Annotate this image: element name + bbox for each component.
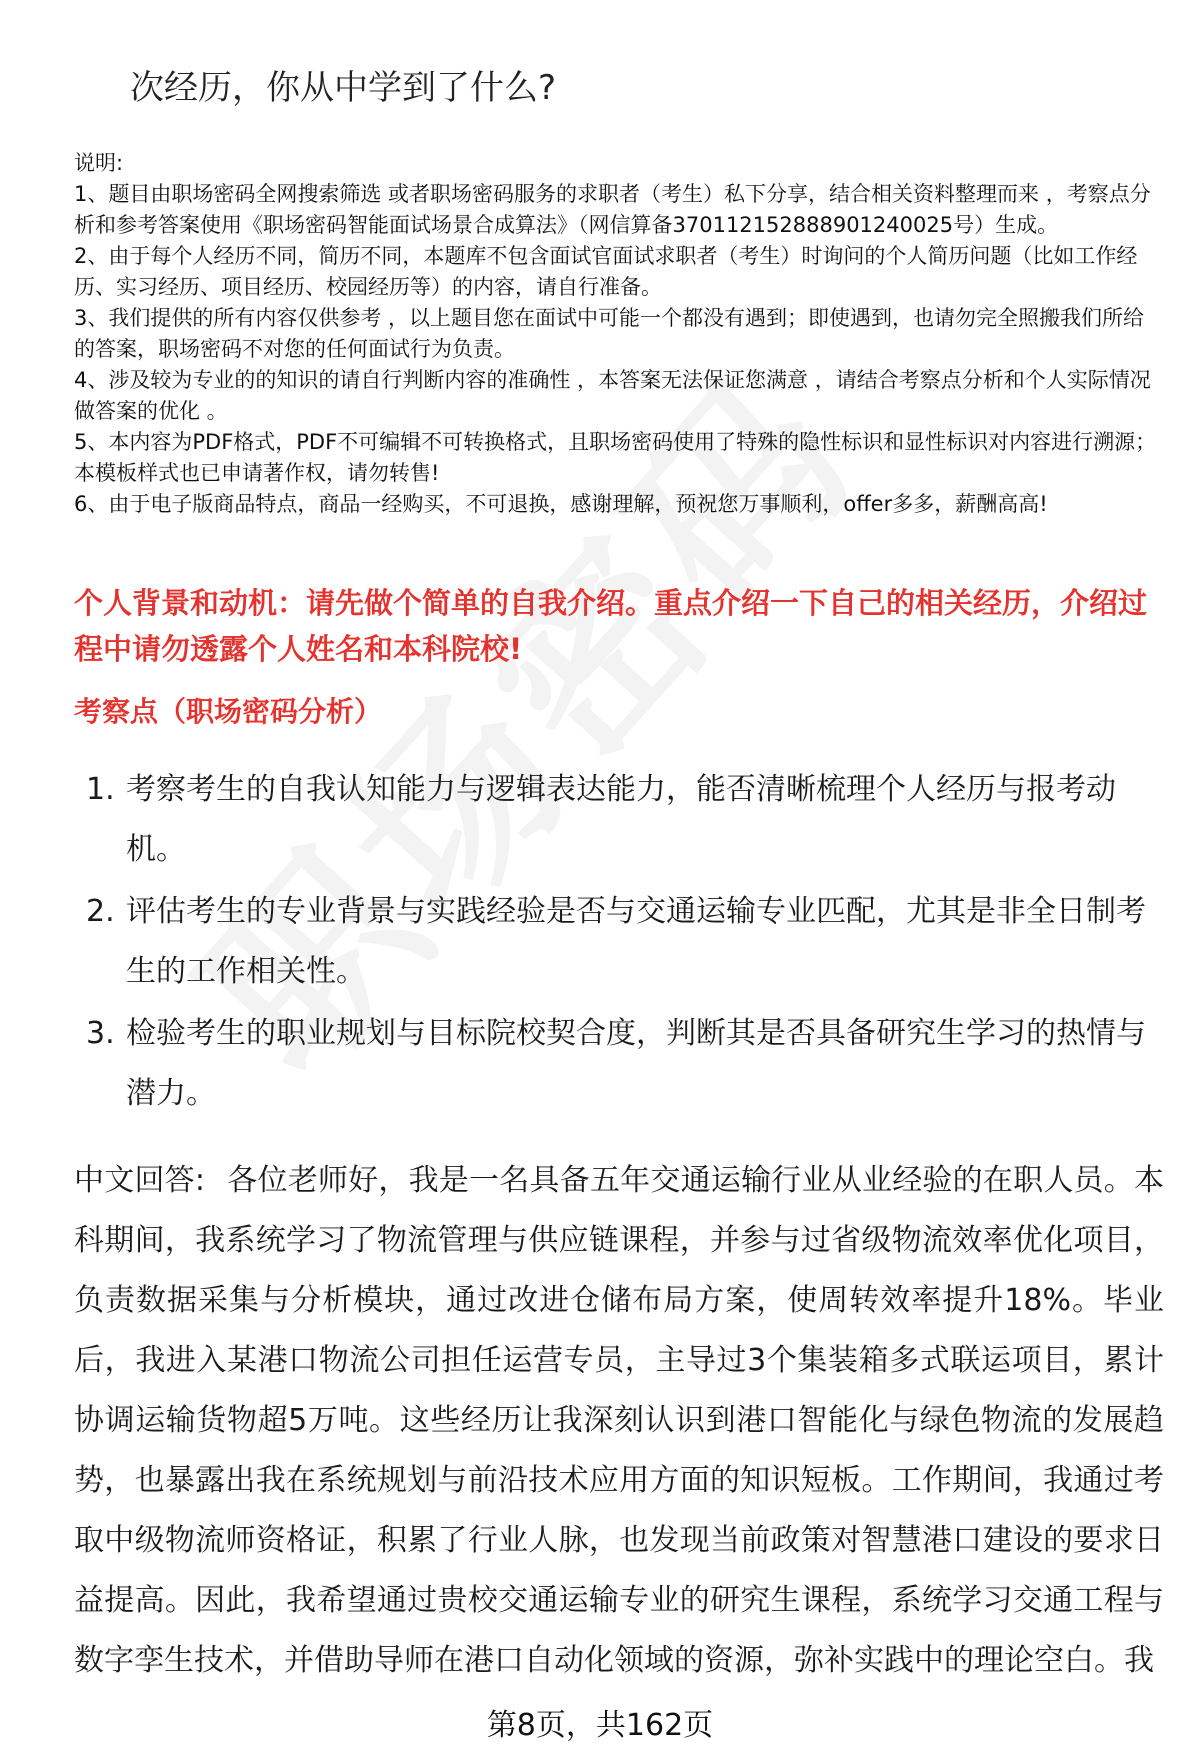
notes-item: 5、本内容为PDF格式，PDF不可编辑不可转换格式，且职场密码使用了特殊的隐性标识和显性标识对内容进行溯源；本模板样式也已申请著作权，请勿转售! bbox=[74, 430, 1157, 485]
answer-text: 各位老师好，我是一名具备五年交通运输行业从业经验的在职人员。本科期间，我系统学习了物流管理与供应链课程，并参与过省级物流效率优化项目，负责数据采集与分析模块，通过改进仓储布局方案，使周转效率提升18%。毕业后，我进入某港口物流公司担任运营专员，主导过3个集装箱多式联运项目，累计协调运输货物超5万吨。这些经历让我深刻认识到港口智能化与绿色物流的发展趋势，也暴露出我在系统规划与前沿技术应用方面的知识短板。工作期间，我通过考取中级物流师资格证，积累了行业人脉，也发现当前政策对智慧港口建设的要求日益提高。因此，我希望通过贵校交通运输专业的研究生课程，系统学习交通工程与数字孪生技术，并借助导师在港口自动化领域的资源，弥补实践中的理论空白。我 bbox=[74, 1163, 1165, 1678]
point-number: 1. bbox=[86, 772, 115, 807]
notes-section bbox=[74, 148, 1164, 520]
notes-item: 4、涉及较为专业的的知识的请自行判断内容的准确性 ，本答案无法保证您满意 ，请结合考察点分析和个人实际情况做答案的优化 。 bbox=[74, 368, 1151, 423]
notes-item: 1、题目由职场密码全网搜索筛选 或者职场密码服务的求职者（考生）私下分享，结合相关资料整理而来 ，考察点分析和参考答案使用《职场密码智能面试场景合成算法》（网信算备370112152888901240025号）生成。 bbox=[74, 182, 1151, 237]
point-text: 检验考生的职业规划与目标院校契合度，判断其是否具备研究生学习的热情与潜力。 bbox=[126, 1016, 1146, 1111]
notes-label: 说明: bbox=[74, 151, 124, 175]
notes-item: 6、由于电子版商品特点，商品一经购买，不可退换，感谢理解，预祝您万事顺利，offer多多，薪酬高高! bbox=[74, 492, 1048, 516]
analysis-point bbox=[74, 760, 1164, 880]
point-number: 3. bbox=[86, 1016, 115, 1051]
notes-item: 3、我们提供的所有内容仅供参考 ，以上题目您在面试中可能一个都没有遇到；即使遇到，也请勿完全照搬我们所给的答案，职场密码不对您的任何面试行为负责。 bbox=[74, 306, 1145, 361]
question-heading: 个人背景和动机：请先做个简单的自我介绍。重点介绍一下自己的相关经历，介绍过程中请勿透露个人姓名和本科院校! bbox=[74, 586, 1148, 666]
page-number: 第8页，共162页 bbox=[486, 1708, 714, 1743]
notes-item: 2、由于每个人经历不同，简历不同，本题库不包含面试官面试求职者（考生）时询问的个人简历问题（比如工作经历、实习经历、项目经历、校园经历等）的内容，请自行准备。 bbox=[74, 244, 1138, 299]
answer-label: 中文回答: bbox=[74, 1163, 206, 1198]
question-title-fragment: 次经历，你从中学到了什么? bbox=[130, 68, 557, 108]
point-text: 考察考生的自我认知能力与逻辑表达能力，能否清晰梳理个人经历与报考动机。 bbox=[126, 772, 1116, 867]
point-text: 评估考生的专业背景与实践经验是否与交通运输专业匹配，尤其是非全日制考生的工作相关性。 bbox=[126, 894, 1146, 989]
analysis-points-list bbox=[74, 760, 1164, 1126]
answer-section bbox=[74, 1151, 1164, 1691]
analysis-heading: 考察点（职场密码分析） bbox=[74, 695, 383, 728]
point-number: 2. bbox=[86, 894, 115, 929]
analysis-point bbox=[74, 882, 1164, 1002]
analysis-point bbox=[74, 1004, 1164, 1124]
